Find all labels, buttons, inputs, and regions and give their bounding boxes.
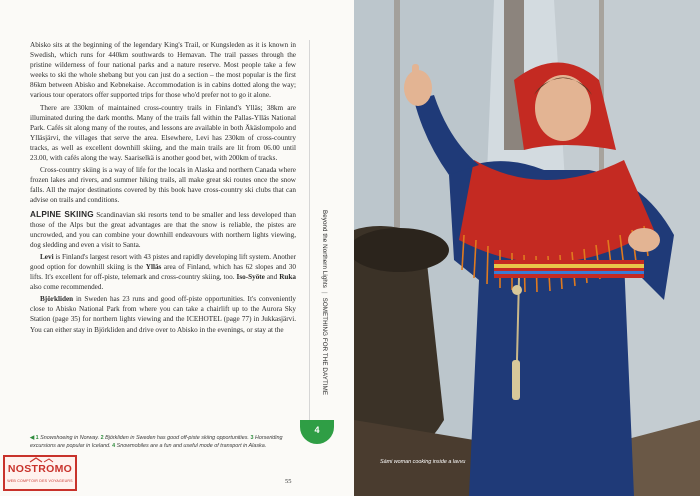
nostromo-logo: [3, 455, 77, 491]
resort-name-bjorkliden: Björkliden: [40, 295, 74, 304]
running-head-chapter: SOMETHING FOR THE DAYTIME: [321, 297, 328, 396]
caption-text: Horseriding excursions are popular in Iceland.: [30, 435, 283, 449]
bjorkliden-text: in Sweden has 23 runs and good off-piste opportunities. It's conveniently close to Abisko National Park from where you can take a chairlift up to the Aurora Sky Station (page 35) for northern lights viewing and the ICEHOTEL (page 77) in Jukkasjärvi. You can either stay in Björkliden and drive over to Abisko in the evenings, or stay at the: [30, 295, 296, 334]
section-heading-alpine-skiing: ALPINE SKIING: [30, 209, 94, 219]
running-head-book-title: Beyond the Northern Lights: [321, 210, 328, 288]
photo-sami-woman: [354, 0, 700, 496]
photo-number-tab: 4: [300, 420, 334, 444]
resort-name-yllas: Ylläs: [145, 262, 162, 271]
running-head-separator: |: [321, 291, 328, 294]
caption-arrow-icon: ◀: [30, 435, 35, 441]
caption-number: 4: [112, 443, 116, 449]
caption-text: Snowmobiles are a fun and useful mode of transport in Alaska.: [116, 443, 267, 449]
running-head: [314, 210, 328, 410]
levi-text-1: is Finland's largest resort with 43 pistes and rapidly developing lift system. Another good option for downhill skiing is the: [30, 252, 296, 271]
paragraph-bjorkliden: [30, 294, 296, 334]
photo-caption: Sámi woman cooking inside a lavvu: [380, 459, 466, 465]
logo-name: NOSTROMO: [7, 463, 73, 475]
paragraph-levi: [30, 252, 296, 292]
photo-captions: [30, 434, 300, 450]
margin-rule: [309, 40, 310, 420]
caption-text: Björkliden in Sweden has good off-piste skiing opportunities.: [105, 435, 249, 441]
alpine-intro: Scandinavian ski resorts tend to be smaller and less developed than those of the Alps but the great advantages are that the snow is reliable, the pistes are uncrowded, and you can combine your downhill endeavours with northern lights viewing, dog sledding and even a visit to Santa.: [30, 210, 296, 249]
page-number: 55: [285, 478, 292, 485]
photo-illustration: [354, 0, 700, 496]
body-text: [30, 40, 296, 337]
paragraph-alaska: Cross-country skiing is a way of life for the locals in Alaska and northern Canada where frozen lakes and rivers, and summer hiking trails, all make great ski routes once the snow falls. All the major destinations covered by this book have cross-country ski clubs that can advise on trails and conditions.: [30, 166, 296, 205]
paragraph-yllas: There are 330km of maintained cross-country trails in Finland's Ylläs; 38km are illuminated during the dark months. Many of the trails fall within the Pallas-Ylläs National Park. Cafés sit along many of the routes, and lessons are available in both Äkäslompolo and Ylläsjärvi, the villages that serve the area. Elsewhere, Levi has 230km of cross-country tracks, as well as excellent downhill skiing, and the main trails are lit from 06.00 until 23.00, with cafés along the way. Saariselkä is another good bet, with 200km of tracks.: [30, 103, 296, 163]
levi-text-3: also come recommended.: [30, 283, 104, 292]
paragraph-alpine: [30, 210, 296, 250]
caption-number: 3: [250, 435, 254, 441]
caption-number: 1: [35, 435, 39, 441]
resort-name-ruka: Ruka: [279, 273, 296, 282]
levi-and: and: [264, 273, 280, 282]
paragraph-kings-trail: Abisko sits at the beginning of the legendary King's Trail, or Kungsleden as it is known in Swedish, which runs for 440km southwards to Hemavan. The trail passes through the pristine wilderness of four national parks and a nature reserve. Most people take a few weeks to ski the whole shebang but you can just do a section – the most popular is the first 86km between Abisko and Kebnekaise. Accommodation is in cabins dotted along the way; various tour operators offer supported trips for those who'd prefer not to go it alone.: [30, 41, 296, 100]
levi-text-2: area of Finland, which has 62 slopes and 30 lifts. It's excellent for off-piste, telemark and cross-country skiing, too.: [30, 262, 296, 282]
logo-tagline: WEB COMPTOIR DES VOYAGEURS: [7, 479, 73, 483]
caption-number: 2: [100, 435, 104, 441]
caption-text: Snowshoeing in Norway.: [40, 435, 100, 441]
resort-name-iso-syote: Iso-Syöte: [236, 273, 265, 282]
resort-name-levi: Levi: [40, 252, 54, 261]
